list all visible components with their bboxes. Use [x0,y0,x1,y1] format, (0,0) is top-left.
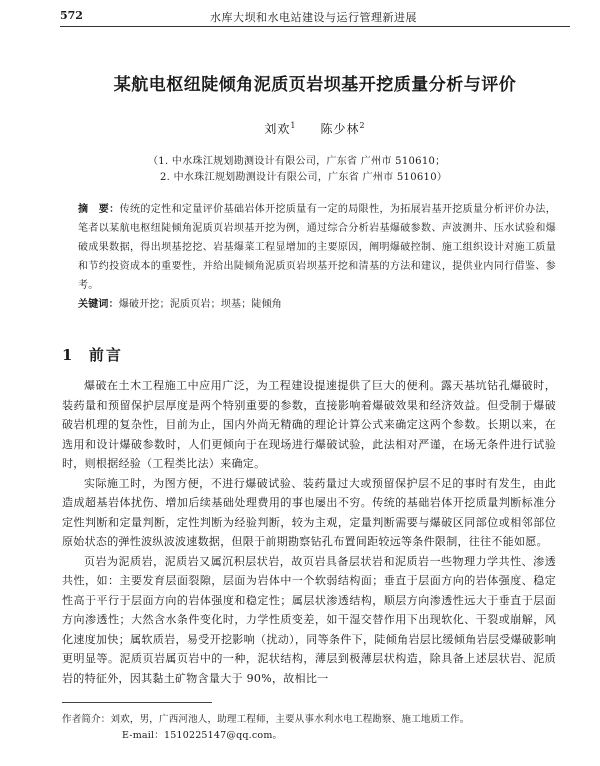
section-number: 1 [62,346,75,364]
section-heading [62,344,123,365]
keywords-label: 关键词： [78,299,119,310]
running-header [60,6,570,27]
author-affil-mark: 2 [359,121,366,130]
author-affil-mark: 1 [290,121,297,130]
author-line [60,120,570,137]
paragraph: 实际施工时，为图方便，不进行爆破试验、装药量过大或预留保护层不足的事时有发生，由此造成超基岩体扰伤、增加后续基础处理费用的事也屡出不穷。传统的基础岩体开挖质量判断标准分定性判断和定量判断，定性判断为经验判断，较为主观，定量判断需要与爆破区同部位或相邻部位原始状态的弹性波纵波波速数据，但限于前期勘察钻孔布置间距较远等条件限制，往往不能如愿。 [62,476,556,548]
journal-title: 水库大坝和水电站建设与运行管理新进展 [210,11,417,24]
page-number: 572 [60,9,83,22]
footnote-divider [62,702,212,703]
keywords [78,295,556,310]
footnote [62,712,556,744]
abstract [78,200,556,295]
author-bio: 作者简介：刘欢，男，广西河池人，助理工程师，主要从事水利水电工程勘察、施工地质工作。 [62,714,470,725]
author-email: E-mail：1510225147@qq.com。 [122,730,283,741]
keywords-text: 爆破开挖；泥质页岩；坝基；陡倾角 [118,299,283,310]
paragraph: 爆破在土木工程施工中应用广泛，为工程建设提速提供了巨大的便利。露天基坑钻孔爆破时，装药量和预留保护层厚度是两个特别重要的参数，直接影响着爆破效果和经济效益。但受制于爆破破岩机理的复杂性，目前为止，国内外尚无精确的理论计算公式来确定这两个参数。长期以来，在选用和设计爆破参数时，人们更倾向于在现场进行爆破试验，此法相对严谨，在场无条件进行试验时，则根据经验（工程类比法）来确定。 [62,379,556,470]
paper-title: 某航电枢纽陡倾角泥质页岩坝基开挖质量分析与评价 [113,75,517,95]
section-title: 前言 [88,346,123,364]
abstract-label: 摘 要： [78,204,120,215]
affiliation-line: 2. 中水珠江规划勘测设计有限公司，广东省 广州市 510610） [160,172,448,183]
paragraph: 页岩为泥质岩，泥质岩又属沉积层状岩，故页岩具备层状岩和泥质岩一些物理力学共性、渗透共性，如：主要发育层面裂隙，层面为岩体中一个软弱结构面；垂直于层面方向的岩体强度、稳定性高于平行于层面方向的岩体强度和稳定性；属层状渗透结构，顺层方向渗透性远大于垂直于层面方向渗透性；大然含水条件变化时，力学性质变差，如干湿交替作用下出现软化、干裂或崩解，风化速度加快；属软质岩，易受开挖影响（扰动），同等条件下，陡倾角岩层比缓倾角岩层受爆破影响更明显等。泥质页岩属页岩中的一种，泥状结构，薄层到极薄层状构造，除具备上述层状岩、泥质岩的特征外，因其黏土矿物含量大于 90%，故相比一 [62,554,556,685]
abstract-text: 传统的定性和定量评价基础岩体开挖质量有一定的局限性，为拓展岩基开挖质量分析评价办法，笔者以某航电枢纽陡倾角泥质页岩坝基开挖为例，通过综合分析岩基爆破参数、声波测井、压水试验和爆破成果数据，得出坝基挖挖、岩基爆菜工程显增加的主要原因，阐明爆破控制、施工组织设计对施工质量和节约投资成本的重要性，并给出陡倾角泥质页岩坝基开挖和清基的方法和建议，提供业内同行借鉴、参考。 [78,204,556,291]
author-name: 刘欢 [264,122,291,136]
body-text [62,376,556,688]
affiliation-line: （1. 中水珠江规划勘测设计有限公司，广东省 广州市 510610； [148,156,446,167]
author-name: 陈少林 [320,122,360,136]
